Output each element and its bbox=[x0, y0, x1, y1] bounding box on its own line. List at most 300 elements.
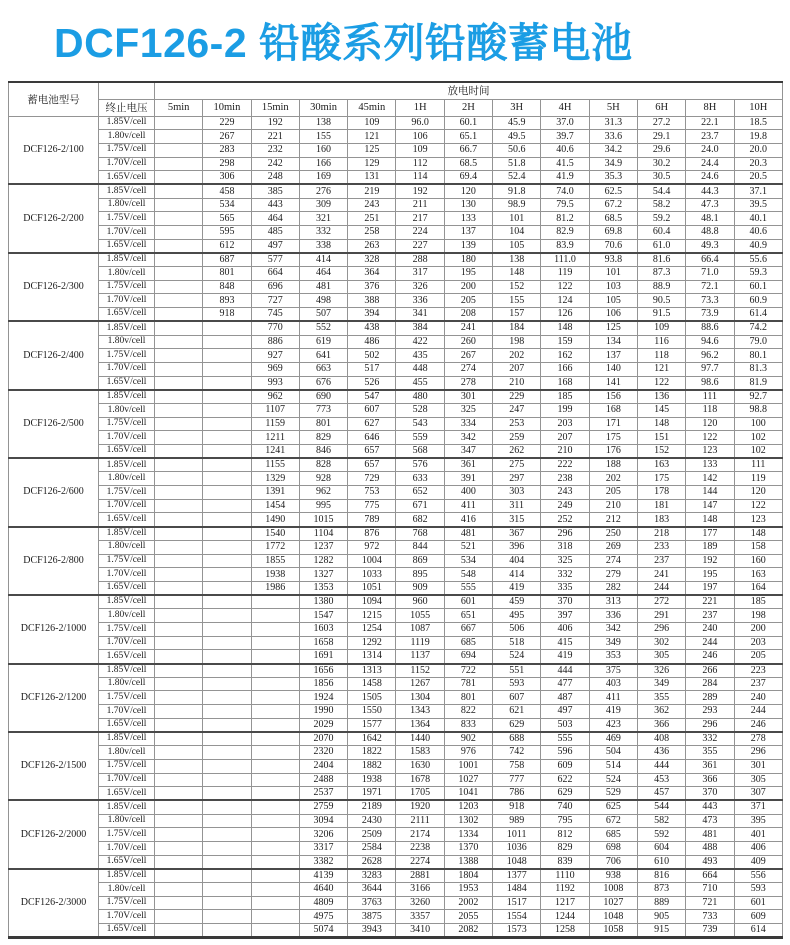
value-cell: 34.9 bbox=[589, 157, 637, 171]
value-cell bbox=[251, 855, 299, 869]
value-cell bbox=[155, 130, 203, 144]
value-cell: 279 bbox=[589, 568, 637, 582]
value-cell: 443 bbox=[686, 800, 734, 814]
value-cell bbox=[203, 472, 251, 486]
value-cell: 869 bbox=[396, 554, 444, 568]
table-row bbox=[9, 431, 783, 445]
value-cell bbox=[251, 705, 299, 719]
value-cell: 137 bbox=[589, 349, 637, 363]
voltage-cell: 1.80v/cell bbox=[99, 403, 155, 417]
value-cell: 408 bbox=[637, 732, 685, 746]
table-row bbox=[9, 143, 783, 157]
value-cell: 1048 bbox=[493, 855, 541, 869]
value-cell: 121 bbox=[637, 362, 685, 376]
value-cell: 259 bbox=[493, 431, 541, 445]
value-cell: 993 bbox=[251, 376, 299, 390]
value-cell: 97.7 bbox=[686, 362, 734, 376]
value-cell: 829 bbox=[541, 841, 589, 855]
value-cell bbox=[251, 800, 299, 814]
value-cell: 507 bbox=[299, 308, 347, 322]
value-cell: 96.2 bbox=[686, 349, 734, 363]
value-cell: 2029 bbox=[299, 718, 347, 732]
value-cell: 23.7 bbox=[686, 130, 734, 144]
value-cell bbox=[203, 773, 251, 787]
voltage-cell: 1.85V/cell bbox=[99, 527, 155, 541]
value-cell: 164 bbox=[734, 581, 782, 595]
voltage-cell: 1.80v/cell bbox=[99, 746, 155, 760]
table-row bbox=[9, 472, 783, 486]
value-cell: 70.6 bbox=[589, 239, 637, 253]
value-cell: 129 bbox=[348, 157, 396, 171]
value-cell: 485 bbox=[251, 226, 299, 240]
value-cell: 122 bbox=[734, 499, 782, 513]
table-row bbox=[9, 595, 783, 609]
value-cell: 592 bbox=[637, 828, 685, 842]
value-cell: 610 bbox=[637, 855, 685, 869]
value-cell: 338 bbox=[299, 239, 347, 253]
value-cell: 488 bbox=[686, 841, 734, 855]
value-cell: 313 bbox=[589, 595, 637, 609]
value-cell: 1658 bbox=[299, 636, 347, 650]
value-cell bbox=[203, 828, 251, 842]
value-cell: 740 bbox=[541, 800, 589, 814]
value-cell: 403 bbox=[589, 677, 637, 691]
value-cell bbox=[251, 664, 299, 678]
value-cell bbox=[203, 403, 251, 417]
value-cell: 1705 bbox=[396, 787, 444, 801]
value-cell: 101 bbox=[589, 267, 637, 281]
value-cell: 833 bbox=[444, 718, 492, 732]
value-cell: 109 bbox=[396, 143, 444, 157]
table-body bbox=[9, 116, 783, 937]
value-cell: 325 bbox=[541, 554, 589, 568]
value-cell: 148 bbox=[686, 513, 734, 527]
value-cell: 105 bbox=[589, 294, 637, 308]
value-cell: 69.4 bbox=[444, 171, 492, 185]
table-row bbox=[9, 198, 783, 212]
value-cell: 272 bbox=[637, 595, 685, 609]
value-cell: 145 bbox=[637, 403, 685, 417]
value-cell: 137 bbox=[444, 226, 492, 240]
value-cell: 839 bbox=[541, 855, 589, 869]
value-cell: 101 bbox=[493, 212, 541, 226]
value-cell bbox=[203, 622, 251, 636]
value-cell bbox=[203, 527, 251, 541]
value-cell: 816 bbox=[637, 869, 685, 883]
value-cell: 1583 bbox=[396, 746, 444, 760]
table-row bbox=[9, 239, 783, 253]
value-cell bbox=[251, 773, 299, 787]
table-row bbox=[9, 362, 783, 376]
value-cell: 91.5 bbox=[637, 308, 685, 322]
value-cell bbox=[155, 212, 203, 226]
value-cell bbox=[203, 869, 251, 883]
value-cell: 177 bbox=[686, 527, 734, 541]
value-cell: 1986 bbox=[251, 581, 299, 595]
value-cell: 81.6 bbox=[637, 253, 685, 267]
value-cell: 168 bbox=[589, 403, 637, 417]
value-cell: 296 bbox=[734, 746, 782, 760]
value-cell: 556 bbox=[734, 869, 782, 883]
value-cell: 62.5 bbox=[589, 184, 637, 198]
value-cell bbox=[203, 486, 251, 500]
value-cell: 246 bbox=[686, 650, 734, 664]
value-cell: 609 bbox=[541, 759, 589, 773]
page-title: DCF126-2 铅酸系列铅酸蓄电池 bbox=[54, 20, 633, 66]
value-cell: 3283 bbox=[348, 869, 396, 883]
value-cell: 1058 bbox=[589, 924, 637, 938]
value-cell bbox=[155, 581, 203, 595]
value-cell: 1678 bbox=[396, 773, 444, 787]
value-cell bbox=[155, 896, 203, 910]
value-cell: 409 bbox=[734, 855, 782, 869]
voltage-cell: 1.65V/cell bbox=[99, 171, 155, 185]
value-cell: 1547 bbox=[299, 609, 347, 623]
value-cell bbox=[155, 157, 203, 171]
value-cell: 207 bbox=[493, 362, 541, 376]
value-cell: 629 bbox=[493, 718, 541, 732]
value-cell: 672 bbox=[589, 814, 637, 828]
value-cell: 480 bbox=[396, 390, 444, 404]
value-cell: 5074 bbox=[299, 924, 347, 938]
value-cell bbox=[155, 664, 203, 678]
table-row bbox=[9, 787, 783, 801]
value-cell bbox=[203, 554, 251, 568]
value-cell: 159 bbox=[541, 335, 589, 349]
value-cell bbox=[251, 691, 299, 705]
value-cell: 106 bbox=[589, 308, 637, 322]
table-row bbox=[9, 499, 783, 513]
value-cell bbox=[203, 458, 251, 472]
value-cell: 415 bbox=[541, 636, 589, 650]
model-cell: DCF126-2/2000 bbox=[9, 800, 99, 868]
value-cell: 652 bbox=[396, 486, 444, 500]
value-cell bbox=[155, 499, 203, 513]
value-cell: 274 bbox=[589, 554, 637, 568]
value-cell: 422 bbox=[396, 335, 444, 349]
value-cell: 249 bbox=[541, 499, 589, 513]
value-cell: 296 bbox=[686, 718, 734, 732]
header-row-top bbox=[9, 82, 783, 99]
value-cell: 200 bbox=[444, 280, 492, 294]
value-cell: 1001 bbox=[444, 759, 492, 773]
value-cell: 50.6 bbox=[493, 143, 541, 157]
value-cell: 795 bbox=[541, 814, 589, 828]
value-cell: 1329 bbox=[251, 472, 299, 486]
value-cell: 528 bbox=[396, 403, 444, 417]
model-cell: DCF126-2/500 bbox=[9, 390, 99, 458]
header-time-45min: 45min bbox=[348, 99, 396, 116]
value-cell: 534 bbox=[444, 554, 492, 568]
value-cell: 269 bbox=[589, 540, 637, 554]
value-cell: 2320 bbox=[299, 746, 347, 760]
value-cell: 414 bbox=[493, 568, 541, 582]
value-cell: 260 bbox=[444, 335, 492, 349]
value-cell: 601 bbox=[444, 595, 492, 609]
value-cell: 241 bbox=[637, 568, 685, 582]
value-cell: 1370 bbox=[444, 841, 492, 855]
value-cell: 544 bbox=[637, 800, 685, 814]
value-cell: 458 bbox=[203, 184, 251, 198]
value-cell: 336 bbox=[589, 609, 637, 623]
voltage-cell: 1.75V/cell bbox=[99, 280, 155, 294]
value-cell: 210 bbox=[541, 445, 589, 459]
value-cell: 3943 bbox=[348, 924, 396, 938]
value-cell bbox=[251, 924, 299, 938]
header-time-6H: 6H bbox=[637, 99, 685, 116]
value-cell: 60.1 bbox=[444, 116, 492, 130]
value-cell: 192 bbox=[396, 184, 444, 198]
value-cell: 30.2 bbox=[637, 157, 685, 171]
value-cell: 664 bbox=[686, 869, 734, 883]
voltage-cell: 1.70V/cell bbox=[99, 841, 155, 855]
value-cell: 1490 bbox=[251, 513, 299, 527]
value-cell: 60.1 bbox=[734, 280, 782, 294]
value-cell: 473 bbox=[686, 814, 734, 828]
value-cell: 334 bbox=[444, 417, 492, 431]
value-cell bbox=[203, 664, 251, 678]
value-cell: 40.9 bbox=[734, 239, 782, 253]
value-cell: 889 bbox=[637, 896, 685, 910]
value-cell: 160 bbox=[734, 554, 782, 568]
table-row bbox=[9, 568, 783, 582]
value-cell: 240 bbox=[734, 691, 782, 705]
value-cell: 690 bbox=[299, 390, 347, 404]
value-cell: 29.1 bbox=[637, 130, 685, 144]
value-cell bbox=[203, 677, 251, 691]
value-cell bbox=[155, 718, 203, 732]
value-cell: 455 bbox=[396, 376, 444, 390]
value-cell: 3206 bbox=[299, 828, 347, 842]
value-cell: 524 bbox=[493, 650, 541, 664]
value-cell: 192 bbox=[686, 554, 734, 568]
value-cell: 98.9 bbox=[493, 198, 541, 212]
table-row bbox=[9, 910, 783, 924]
value-cell: 646 bbox=[348, 431, 396, 445]
value-cell: 347 bbox=[444, 445, 492, 459]
value-cell: 160 bbox=[299, 143, 347, 157]
value-cell: 1440 bbox=[396, 732, 444, 746]
value-cell: 125 bbox=[589, 321, 637, 335]
value-cell: 555 bbox=[541, 732, 589, 746]
value-cell: 366 bbox=[637, 718, 685, 732]
voltage-cell: 1.80v/cell bbox=[99, 883, 155, 897]
value-cell: 781 bbox=[444, 677, 492, 691]
header-time-8H: 8H bbox=[686, 99, 734, 116]
value-cell: 88.9 bbox=[637, 280, 685, 294]
voltage-cell: 1.70V/cell bbox=[99, 636, 155, 650]
value-cell bbox=[251, 759, 299, 773]
value-cell: 1938 bbox=[251, 568, 299, 582]
value-cell bbox=[251, 718, 299, 732]
value-cell: 1938 bbox=[348, 773, 396, 787]
value-cell: 98.6 bbox=[686, 376, 734, 390]
value-cell: 972 bbox=[348, 540, 396, 554]
value-cell: 157 bbox=[493, 308, 541, 322]
value-cell: 396 bbox=[493, 540, 541, 554]
value-cell bbox=[155, 184, 203, 198]
value-cell: 252 bbox=[541, 513, 589, 527]
value-cell: 1364 bbox=[396, 718, 444, 732]
value-cell: 195 bbox=[686, 568, 734, 582]
value-cell: 582 bbox=[637, 814, 685, 828]
value-cell: 1691 bbox=[299, 650, 347, 664]
value-cell: 905 bbox=[637, 910, 685, 924]
value-cell: 181 bbox=[637, 499, 685, 513]
voltage-cell: 1.70V/cell bbox=[99, 226, 155, 240]
value-cell: 45.9 bbox=[493, 116, 541, 130]
table-row bbox=[9, 814, 783, 828]
value-cell bbox=[155, 746, 203, 760]
value-cell: 976 bbox=[444, 746, 492, 760]
voltage-cell: 1.75V/cell bbox=[99, 417, 155, 431]
voltage-cell: 1.70V/cell bbox=[99, 294, 155, 308]
value-cell: 1656 bbox=[299, 664, 347, 678]
value-cell: 102 bbox=[734, 445, 782, 459]
value-cell: 388 bbox=[348, 294, 396, 308]
value-cell: 593 bbox=[734, 883, 782, 897]
value-cell: 844 bbox=[396, 540, 444, 554]
value-cell: 419 bbox=[541, 650, 589, 664]
value-cell: 443 bbox=[251, 198, 299, 212]
voltage-cell: 1.70V/cell bbox=[99, 568, 155, 582]
value-cell bbox=[155, 622, 203, 636]
value-cell: 40.6 bbox=[541, 143, 589, 157]
value-cell: 2488 bbox=[299, 773, 347, 787]
value-cell: 664 bbox=[251, 267, 299, 281]
value-cell: 151 bbox=[637, 431, 685, 445]
value-cell: 593 bbox=[493, 677, 541, 691]
value-cell: 296 bbox=[541, 527, 589, 541]
table-row bbox=[9, 746, 783, 760]
value-cell: 1036 bbox=[493, 841, 541, 855]
value-cell: 745 bbox=[251, 308, 299, 322]
value-cell: 122 bbox=[541, 280, 589, 294]
table-row bbox=[9, 732, 783, 746]
value-cell: 124 bbox=[541, 294, 589, 308]
value-cell bbox=[155, 910, 203, 924]
value-cell: 1244 bbox=[541, 910, 589, 924]
value-cell: 119 bbox=[734, 472, 782, 486]
value-cell: 74.0 bbox=[541, 184, 589, 198]
value-cell: 61.0 bbox=[637, 239, 685, 253]
value-cell: 342 bbox=[589, 622, 637, 636]
value-cell: 155 bbox=[299, 130, 347, 144]
value-cell bbox=[155, 226, 203, 240]
value-cell: 301 bbox=[734, 759, 782, 773]
value-cell: 493 bbox=[686, 855, 734, 869]
value-cell: 59.2 bbox=[637, 212, 685, 226]
value-cell: 1217 bbox=[541, 896, 589, 910]
value-cell bbox=[155, 417, 203, 431]
table-row bbox=[9, 116, 783, 130]
voltage-cell: 1.75V/cell bbox=[99, 349, 155, 363]
table-row bbox=[9, 636, 783, 650]
voltage-cell: 1.70V/cell bbox=[99, 157, 155, 171]
table-row bbox=[9, 171, 783, 185]
value-cell: 1990 bbox=[299, 705, 347, 719]
value-cell: 242 bbox=[251, 157, 299, 171]
value-cell: 4139 bbox=[299, 869, 347, 883]
value-cell: 812 bbox=[541, 828, 589, 842]
value-cell: 305 bbox=[734, 773, 782, 787]
value-cell: 529 bbox=[589, 787, 637, 801]
value-cell: 166 bbox=[299, 157, 347, 171]
value-cell: 625 bbox=[589, 800, 637, 814]
value-cell: 3357 bbox=[396, 910, 444, 924]
model-cell: DCF126-2/1200 bbox=[9, 664, 99, 732]
value-cell bbox=[251, 636, 299, 650]
value-cell: 246 bbox=[734, 718, 782, 732]
value-cell: 244 bbox=[637, 581, 685, 595]
value-cell: 1041 bbox=[444, 787, 492, 801]
value-cell: 109 bbox=[348, 116, 396, 130]
value-cell: 1484 bbox=[493, 883, 541, 897]
value-cell: 448 bbox=[396, 362, 444, 376]
value-cell: 622 bbox=[541, 773, 589, 787]
value-cell: 1772 bbox=[251, 540, 299, 554]
value-cell: 3875 bbox=[348, 910, 396, 924]
value-cell: 2628 bbox=[348, 855, 396, 869]
value-cell: 175 bbox=[637, 472, 685, 486]
value-cell: 1540 bbox=[251, 527, 299, 541]
value-cell: 185 bbox=[734, 595, 782, 609]
value-cell: 79.5 bbox=[541, 198, 589, 212]
model-cell: DCF126-2/200 bbox=[9, 184, 99, 252]
value-cell: 40.1 bbox=[734, 212, 782, 226]
value-cell: 121 bbox=[348, 130, 396, 144]
voltage-cell: 1.80v/cell bbox=[99, 540, 155, 554]
value-cell: 267 bbox=[203, 130, 251, 144]
model-cell: DCF126-2/1000 bbox=[9, 595, 99, 663]
value-cell: 48.1 bbox=[686, 212, 734, 226]
value-cell: 371 bbox=[734, 800, 782, 814]
value-cell bbox=[155, 308, 203, 322]
value-cell: 192 bbox=[251, 116, 299, 130]
value-cell: 302 bbox=[637, 636, 685, 650]
value-cell: 205 bbox=[444, 294, 492, 308]
value-cell: 1192 bbox=[541, 883, 589, 897]
voltage-cell: 1.70V/cell bbox=[99, 499, 155, 513]
value-cell: 685 bbox=[444, 636, 492, 650]
value-cell: 317 bbox=[396, 267, 444, 281]
header-time-5min: 5min bbox=[155, 99, 203, 116]
value-cell: 773 bbox=[299, 403, 347, 417]
value-cell: 185 bbox=[541, 390, 589, 404]
value-cell bbox=[251, 595, 299, 609]
value-cell bbox=[155, 335, 203, 349]
value-cell bbox=[203, 759, 251, 773]
value-cell: 116 bbox=[637, 335, 685, 349]
table-row bbox=[9, 321, 783, 335]
value-cell: 203 bbox=[734, 636, 782, 650]
value-cell: 301 bbox=[444, 390, 492, 404]
table-row bbox=[9, 622, 783, 636]
value-cell: 217 bbox=[396, 212, 444, 226]
value-cell: 175 bbox=[589, 431, 637, 445]
value-cell: 253 bbox=[493, 417, 541, 431]
value-cell: 384 bbox=[396, 321, 444, 335]
header-cutoff-voltage: 终止电压 bbox=[99, 99, 155, 116]
table-row bbox=[9, 184, 783, 198]
voltage-cell: 1.65V/cell bbox=[99, 513, 155, 527]
value-cell: 1882 bbox=[348, 759, 396, 773]
value-cell bbox=[251, 622, 299, 636]
voltage-cell: 1.85V/cell bbox=[99, 321, 155, 335]
value-cell: 459 bbox=[493, 595, 541, 609]
value-cell: 274 bbox=[444, 362, 492, 376]
value-cell: 123 bbox=[734, 513, 782, 527]
